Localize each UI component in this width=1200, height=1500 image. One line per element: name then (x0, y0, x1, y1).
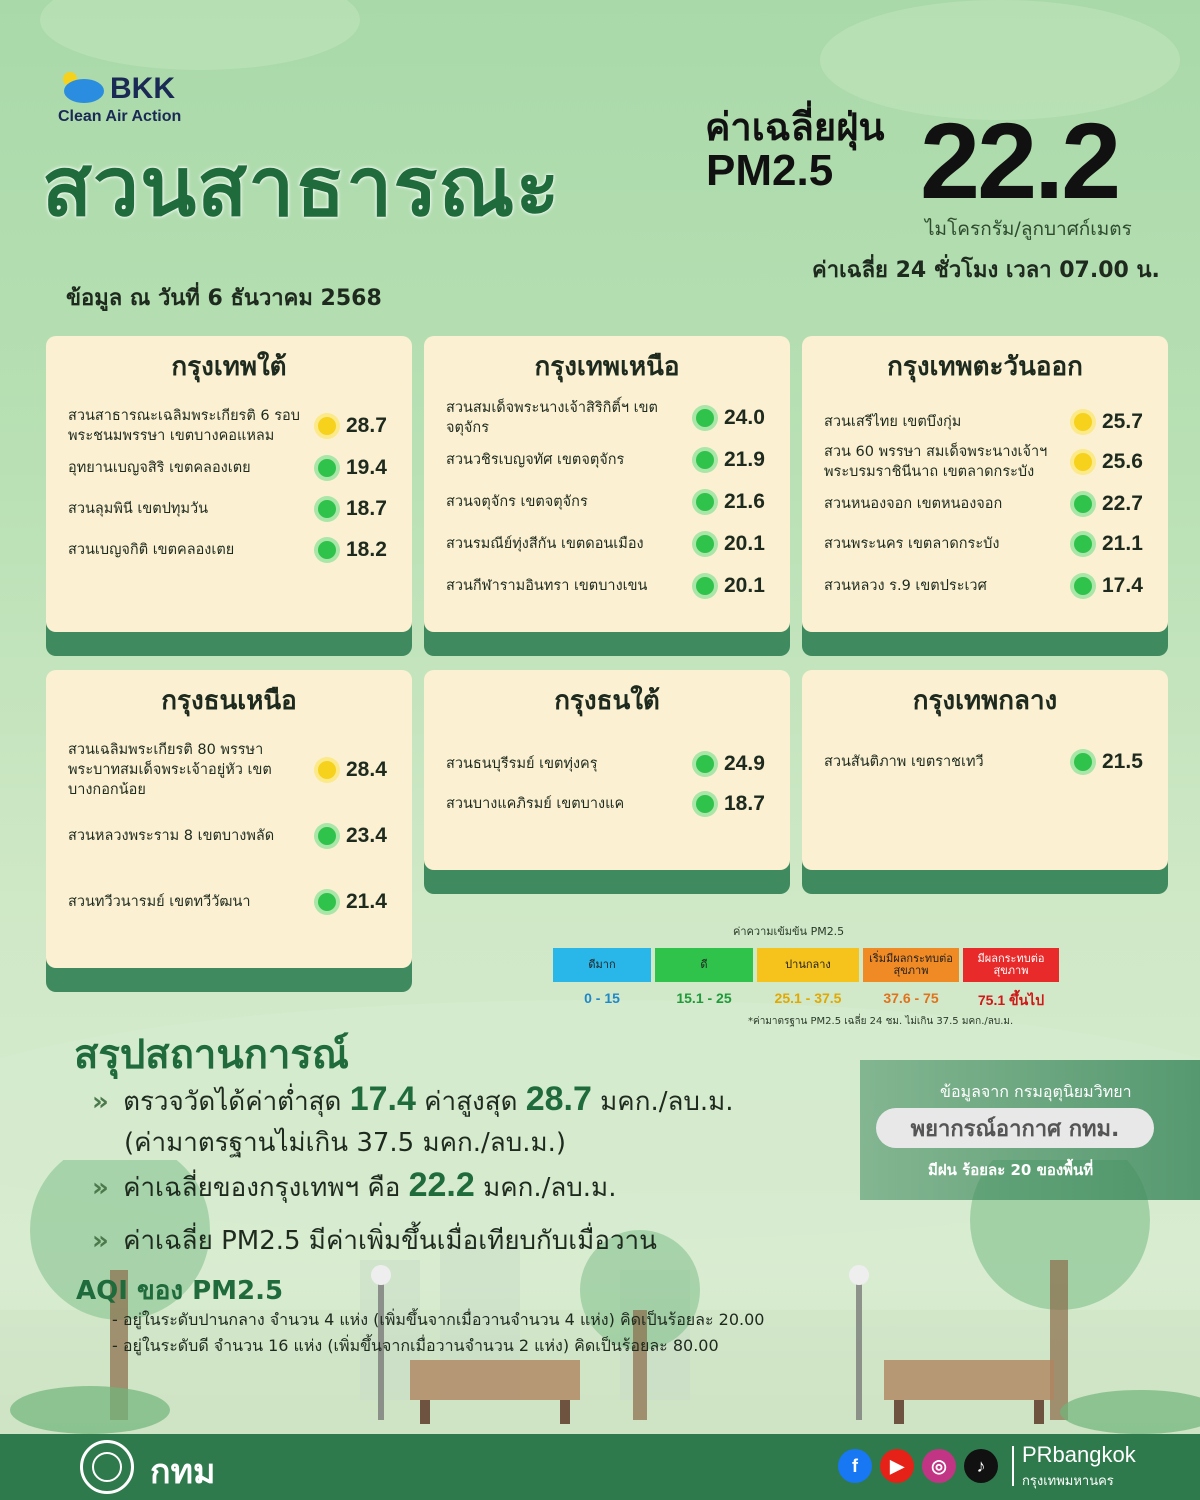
average-value: 22.2 (920, 100, 1119, 221)
status-dot-icon (318, 459, 336, 477)
region-title: กรุงธนใต้ (554, 686, 660, 716)
chevron-right-icon: » (92, 1173, 109, 1203)
park-row (446, 448, 776, 472)
park-row (68, 406, 398, 446)
summary-line-trend (92, 1220, 657, 1261)
park-value: 25.6 (1102, 450, 1143, 473)
status-dot-icon (696, 409, 714, 427)
park-value: 28.4 (346, 758, 387, 781)
park-value: 17.4 (1102, 574, 1143, 597)
park-name: สวนหลวงพระราม 8 เขตบางพลัด (68, 828, 275, 844)
park-row (68, 740, 398, 800)
park-row (824, 574, 1154, 598)
status-dot-icon (318, 893, 336, 911)
park-row (68, 456, 398, 480)
status-dot-icon (1074, 535, 1092, 553)
park-name: สวนรมณีย์ทุ่งสีกัน เขตดอนเมือง (446, 536, 644, 552)
park-value: 18.7 (724, 792, 765, 815)
park-value: 21.1 (1102, 532, 1143, 555)
status-dot-icon (1074, 753, 1092, 771)
status-dot-icon (696, 451, 714, 469)
status-dot-icon (318, 417, 336, 435)
park-value: 24.0 (724, 406, 765, 429)
unit-text: มคก./ลบ.ม. (483, 1173, 617, 1203)
summary-text: ตรวจวัดได้ค่าต่ำสุด (123, 1087, 342, 1117)
park-name: สวนพระนคร เขตลาดกระบัง (824, 536, 1000, 552)
summary-text: ค่าเฉลี่ย PM2.5 มีค่าเพิ่มขึ้นเมื่อเทียบกับเมื่อวาน (123, 1226, 657, 1256)
region-card-east-bangkok (802, 336, 1168, 632)
region-card-north-thonburi (46, 670, 412, 968)
park-value: 28.7 (346, 414, 387, 437)
average-time: ค่าเฉลี่ย 24 ชั่วโมง เวลา 07.00 น. (812, 258, 1160, 283)
park-row (68, 824, 398, 848)
aqi-title: AQI ของ PM2.5 (76, 1276, 284, 1306)
summary-text: ค่าสูงสุด (424, 1087, 518, 1117)
legend-range: 25.1 - 37.5 (774, 990, 842, 1006)
legend-box-very-good: ดีมาก (553, 948, 651, 982)
status-dot-icon (696, 535, 714, 553)
park-name: สวนเสรีไทย เขตบึงกุ่ม (824, 414, 962, 430)
chevron-right-icon: » (92, 1226, 109, 1256)
park-row (824, 410, 1154, 434)
park-name: สวนเบญจกิติ เขตคลองเตย (68, 542, 235, 558)
legend-box-start-affect: เริ่มมีผลกระทบต่อสุขภาพ (863, 948, 959, 982)
footer-pr-sub: กรุงเทพมหานคร (1022, 1474, 1114, 1489)
park-value: 25.7 (1102, 410, 1143, 433)
logo-subtitle: Clean Air Action (58, 108, 182, 125)
bma-seal-inner (92, 1452, 122, 1482)
average-value-summary: 22.2 (408, 1166, 475, 1204)
status-dot-icon (696, 493, 714, 511)
status-dot-icon (1074, 453, 1092, 471)
region-title: กรุงเทพใต้ (171, 352, 287, 382)
park-name: สวนเฉลิมพระเกียรติ 80 พรรษา พระบาทสมเด็จพระเจ้าอยู่หัว เขตบางกอกน้อย (68, 742, 272, 798)
park-row (824, 532, 1154, 556)
park-row (446, 752, 776, 776)
page-title: สวนสาธารณะ (42, 140, 561, 235)
park-name: สวนธนบุรีรมย์ เขตทุ่งครุ (446, 756, 598, 772)
weather-rain-chance: มีฝน ร้อยละ 20 ของพื้นที่ (928, 1161, 1094, 1179)
summary-line-min-max (92, 1080, 734, 1122)
park-row (68, 538, 398, 562)
region-card-south-thonburi (424, 670, 790, 870)
instagram-icon[interactable]: ◎ (922, 1449, 956, 1483)
status-dot-icon (696, 577, 714, 595)
park-name: สวนบางแคภิรมย์ เขตบางแค (446, 796, 625, 812)
park-value: 18.7 (346, 497, 387, 520)
park-row (446, 574, 776, 598)
region-title: กรุงธนเหนือ (161, 686, 297, 716)
unit-text: มคก./ลบ.ม. (600, 1087, 734, 1117)
footer-brand: กทม (150, 1452, 216, 1492)
facebook-icon[interactable]: f (838, 1449, 872, 1483)
park-row (446, 532, 776, 556)
region-card-south-bangkok (46, 336, 412, 632)
summary-title: สรุปสถานการณ์ (74, 1032, 349, 1078)
status-dot-icon (318, 541, 336, 559)
legend-box-good: ดี (655, 948, 753, 982)
legend-range: 15.1 - 25 (676, 990, 732, 1006)
park-value: 24.9 (724, 752, 765, 775)
logo-cloud-icon (58, 70, 104, 104)
park-name: สวนสมเด็จพระนางเจ้าสิริกิติ์ฯ เขตจตุจักร (446, 400, 658, 436)
status-dot-icon (696, 755, 714, 773)
park-name: สวนสันติภาพ เขตราชเทวี (824, 754, 984, 770)
legend-range: 0 - 15 (584, 990, 620, 1006)
region-title: กรุงเทพตะวันออก (887, 352, 1083, 382)
legend-box-affect: มีผลกระทบต่อสุขภาพ (963, 948, 1059, 982)
park-name: สวนลุมพินี เขตปทุมวัน (68, 501, 209, 517)
youtube-icon[interactable]: ▶ (880, 1449, 914, 1483)
pm-label: PM2.5 (706, 146, 834, 195)
status-dot-icon (318, 827, 336, 845)
status-dot-icon (318, 500, 336, 518)
park-row (824, 442, 1154, 482)
legend-range: 37.6 - 75 (883, 990, 939, 1006)
min-value: 17.4 (349, 1080, 416, 1118)
legend-range: 75.1 ขึ้นไป (977, 992, 1045, 1008)
max-value: 28.7 (525, 1080, 592, 1118)
park-value: 23.4 (346, 824, 387, 847)
aqi-line-moderate: - อยู่ในระดับปานกลาง จำนวน 4 แห่ง (เพิ่มขึ้นจากเมื่อวานจำนวน 4 แห่ง) คิดเป็นร้อยละ 20.00 (112, 1310, 765, 1329)
legend-box-moderate: ปานกลาง (757, 948, 859, 982)
tiktok-icon[interactable]: ♪ (964, 1449, 998, 1483)
footer-pr-name: PRbangkok (1022, 1442, 1136, 1467)
park-value: 20.1 (724, 532, 765, 555)
park-name: อุทยานเบญจสิริ เขตคลองเตย (68, 460, 251, 476)
park-row (446, 398, 776, 438)
legend-note: *ค่ามาตรฐาน PM2.5 เฉลี่ย 24 ชม. ไม่เกิน 37.5 มคก./ลบ.ม. (748, 1016, 1014, 1027)
status-dot-icon (318, 761, 336, 779)
legend-title: ค่าความเข้มข้น PM2.5 (733, 925, 845, 938)
status-dot-icon (696, 795, 714, 813)
weather-source: ข้อมูลจาก กรมอุตุนิยมวิทยา (940, 1082, 1132, 1101)
data-date: ข้อมูล ณ วันที่ 6 ธันวาคม 2568 (66, 286, 382, 311)
region-title: กรุงเทพกลาง (912, 686, 1058, 716)
park-name: สวนหลวง ร.9 เขตประเวศ (824, 578, 987, 594)
park-name: สวน 60 พรรษา สมเด็จพระนางเจ้าฯ พระบรมราชินีนาถ เขตลาดกระบัง (824, 444, 1048, 480)
park-value: 21.4 (346, 890, 387, 913)
footer-divider (1012, 1446, 1014, 1486)
park-value: 20.1 (724, 574, 765, 597)
park-name: สวนจตุจักร เขตจตุจักร (446, 494, 588, 510)
park-value: 21.9 (724, 448, 765, 471)
status-dot-icon (1074, 413, 1092, 431)
region-title: กรุงเทพเหนือ (534, 352, 680, 382)
park-name: สวนหนองจอก เขตหนองจอก (824, 496, 1003, 512)
park-value: 21.5 (1102, 750, 1143, 773)
park-value: 22.7 (1102, 492, 1143, 515)
region-card-north-bangkok (424, 336, 790, 632)
park-name: สวนทวีวนารมย์ เขตทวีวัฒนา (68, 894, 251, 910)
park-value: 21.6 (724, 490, 765, 513)
region-card-central-bangkok (802, 670, 1168, 870)
park-name: สวนวชิรเบญจทัศ เขตจตุจักร (446, 452, 625, 468)
park-value: 18.2 (346, 538, 387, 561)
logo-name: BKK (110, 72, 175, 105)
park-row (446, 490, 776, 514)
chevron-right-icon: » (92, 1087, 109, 1117)
weather-forecast-badge: พยากรณ์อากาศ กทม. (876, 1108, 1154, 1148)
summary-standard-note: (ค่ามาตรฐานไม่เกิน 37.5 มคก./ลบ.ม.) (124, 1128, 567, 1158)
average-label: ค่าเฉลี่ยฝุ่น (705, 105, 885, 149)
unit-label: ไมโครกรัม/ลูกบาศก์เมตร (925, 218, 1132, 240)
park-row (446, 792, 776, 816)
summary-text: ค่าเฉลี่ยของกรุงเทพฯ คือ (123, 1173, 401, 1203)
status-dot-icon (1074, 577, 1092, 595)
aqi-line-good: - อยู่ในระดับดี จำนวน 16 แห่ง (เพิ่มขึ้นจากเมื่อวานจำนวน 2 แห่ง) คิดเป็นร้อยละ 80.00 (112, 1336, 719, 1355)
park-row (824, 750, 1154, 774)
summary-line-average (92, 1166, 616, 1208)
park-row (68, 497, 398, 521)
status-dot-icon (1074, 495, 1092, 513)
park-value: 19.4 (346, 456, 387, 479)
park-name: สวนสาธารณะเฉลิมพระเกียรติ 6 รอบ พระชนมพรรษา เขตบางคอแหลม (68, 408, 300, 444)
park-row (824, 492, 1154, 516)
park-name: สวนกีฬารามอินทรา เขตบางเขน (446, 578, 648, 594)
park-row (68, 890, 398, 914)
